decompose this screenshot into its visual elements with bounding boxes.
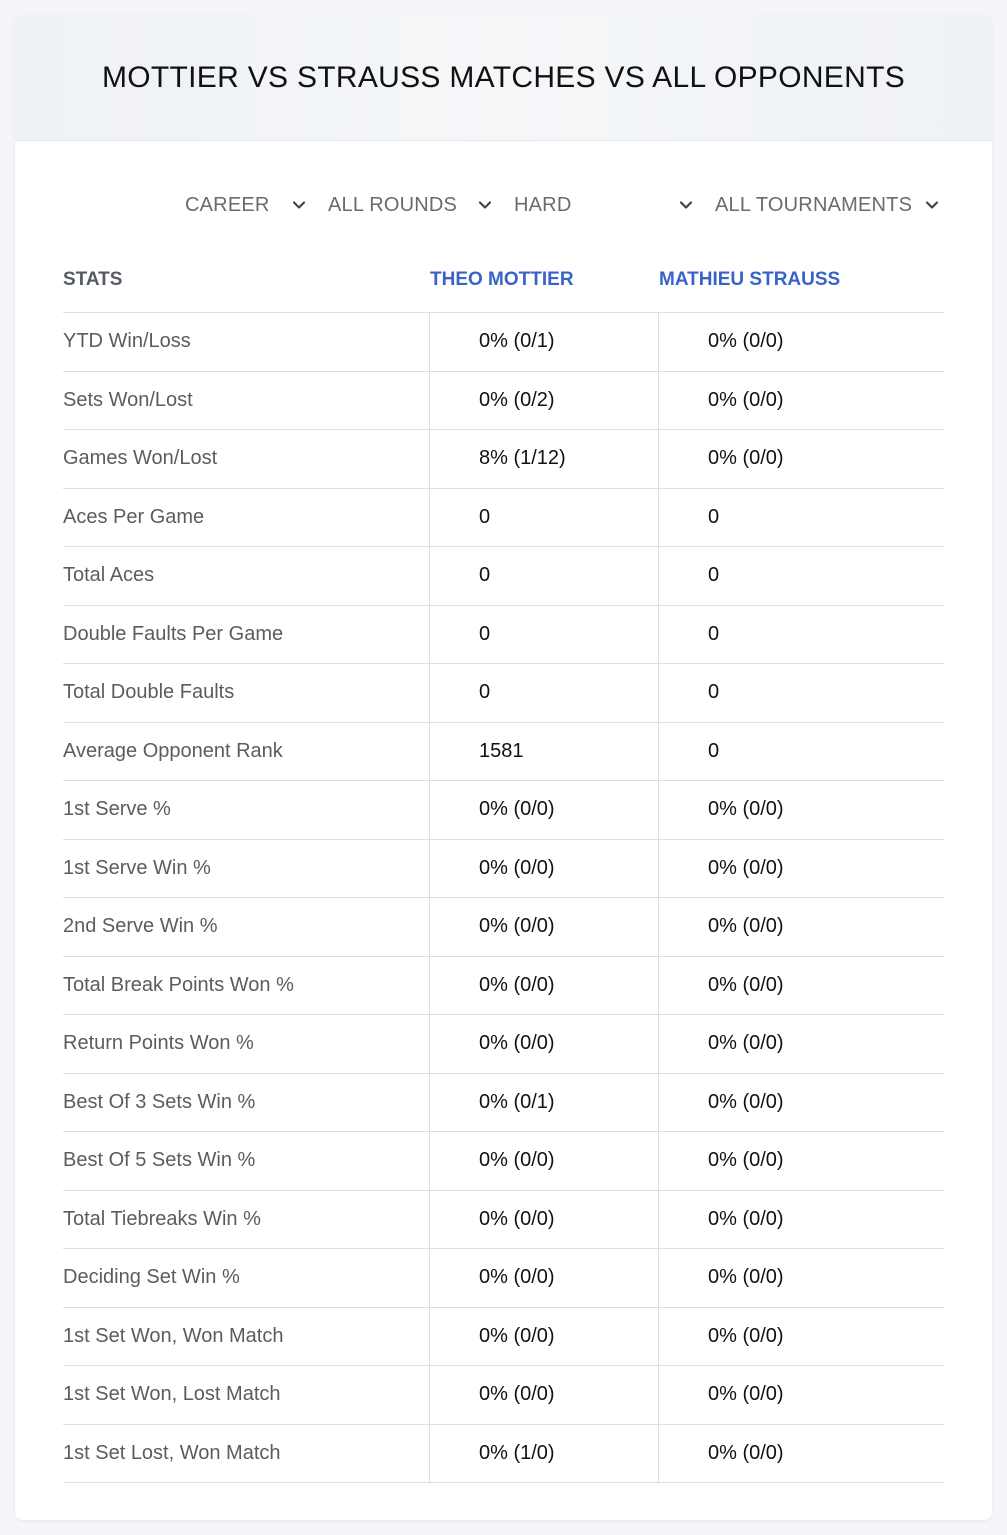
- player2-value: 0% (0/0): [708, 330, 784, 353]
- round-dropdown[interactable]: [328, 185, 493, 225]
- stat-label: Total Tiebreaks Win %: [63, 1191, 430, 1249]
- player1-value: 0% (1/0): [430, 1425, 659, 1483]
- table-row: [63, 840, 944, 899]
- table-row: [63, 372, 944, 431]
- player2-name-link[interactable]: MATHIEU STRAUSS: [659, 268, 841, 290]
- table-row: [63, 723, 944, 782]
- table-row: [63, 898, 944, 957]
- stats-column-header: STATS: [63, 268, 123, 290]
- stats-card: [15, 15, 992, 1520]
- table-row: [63, 1249, 944, 1308]
- table-row: [63, 547, 944, 606]
- stat-label: Total Aces: [63, 547, 430, 605]
- table-row: [63, 957, 944, 1016]
- player1-value: 0: [430, 606, 659, 664]
- player2-value: 0% (0/0): [708, 856, 784, 879]
- stat-label: 2nd Serve Win %: [63, 898, 430, 956]
- player1-value: 0% (0/2): [430, 372, 659, 430]
- table-row: [63, 1191, 944, 1250]
- table-row: [63, 1366, 944, 1425]
- table-header: [63, 247, 944, 313]
- table-row: [63, 313, 944, 372]
- table-row: [63, 1074, 944, 1133]
- player2-value: 0: [708, 681, 720, 704]
- stats-table: [63, 247, 944, 1483]
- stat-label: 1st Serve %: [63, 781, 430, 839]
- player1-value: 1581: [430, 723, 659, 781]
- stat-label: Total Double Faults: [63, 664, 430, 722]
- table-row: [63, 489, 944, 548]
- tournament-dropdown-label: ALL TOURNAMENTS: [715, 193, 913, 216]
- stat-label: Deciding Set Win %: [63, 1249, 430, 1307]
- stat-label: 1st Serve Win %: [63, 840, 430, 898]
- player1-value: 0% (0/0): [430, 1132, 659, 1190]
- table-body: [63, 313, 944, 1483]
- stat-label: Best Of 3 Sets Win %: [63, 1074, 430, 1132]
- table-row: [63, 1308, 944, 1367]
- stat-label: Double Faults Per Game: [63, 606, 430, 664]
- player2-value: 0% (0/0): [708, 1324, 784, 1347]
- stat-label: YTD Win/Loss: [63, 313, 430, 371]
- chevron-down-icon: [678, 197, 694, 213]
- player2-value: 0% (0/0): [708, 915, 784, 938]
- period-dropdown[interactable]: [185, 185, 307, 225]
- surface-dropdown-label: HARD: [514, 193, 572, 216]
- player1-value: 0: [430, 547, 659, 605]
- card-header: [15, 15, 992, 141]
- player1-name-link[interactable]: THEO MOTTIER: [430, 268, 574, 290]
- player1-value: 0% (0/0): [430, 1249, 659, 1307]
- player1-value: 0: [430, 489, 659, 547]
- player2-value: 0% (0/0): [708, 1383, 784, 1406]
- table-row: [63, 606, 944, 665]
- stat-label: Average Opponent Rank: [63, 723, 430, 781]
- player2-value: 0: [708, 739, 720, 762]
- player1-value: 0: [430, 664, 659, 722]
- player1-value: 0% (0/0): [430, 1191, 659, 1249]
- player2-value: 0: [708, 622, 720, 645]
- player1-value: 0% (0/0): [430, 1366, 659, 1424]
- stat-label: 1st Set Won, Lost Match: [63, 1366, 430, 1424]
- table-row: [63, 1015, 944, 1074]
- player1-value: 0% (0/0): [430, 898, 659, 956]
- player2-value: 0: [708, 564, 720, 587]
- table-row: [63, 1132, 944, 1191]
- player1-value: 0% (0/1): [430, 313, 659, 371]
- player2-value: 0% (0/0): [708, 1441, 784, 1464]
- chevron-down-icon: [291, 197, 307, 213]
- round-dropdown-label: ALL ROUNDS: [328, 193, 458, 216]
- player1-value: 0% (0/0): [430, 1015, 659, 1073]
- player2-value: 0% (0/0): [708, 388, 784, 411]
- player2-value: 0% (0/0): [708, 973, 784, 996]
- player1-value: 0% (0/0): [430, 957, 659, 1015]
- player1-value: 0% (0/1): [430, 1074, 659, 1132]
- table-row: [63, 781, 944, 840]
- player2-value: 0% (0/0): [708, 798, 784, 821]
- stat-label: Return Points Won %: [63, 1015, 430, 1073]
- player1-value: 8% (1/12): [430, 430, 659, 488]
- tournament-dropdown[interactable]: [715, 185, 940, 225]
- page-title: MOTTIER VS STRAUSS MATCHES VS ALL OPPONENTS: [101, 60, 906, 94]
- player1-value: 0% (0/0): [430, 1308, 659, 1366]
- period-dropdown-label: CAREER: [185, 193, 270, 216]
- table-row: [63, 1425, 944, 1484]
- stat-label: Total Break Points Won %: [63, 957, 430, 1015]
- surface-dropdown[interactable]: [514, 185, 694, 225]
- filter-bar: [15, 185, 992, 225]
- chevron-down-icon: [477, 197, 493, 213]
- stat-label: Aces Per Game: [63, 489, 430, 547]
- player2-value: 0% (0/0): [708, 1149, 784, 1172]
- player2-value: 0% (0/0): [708, 1032, 784, 1055]
- table-row: [63, 430, 944, 489]
- player2-value: 0% (0/0): [708, 1090, 784, 1113]
- chevron-down-icon: [924, 197, 940, 213]
- player1-value: 0% (0/0): [430, 840, 659, 898]
- stat-label: Sets Won/Lost: [63, 372, 430, 430]
- stat-label: Best Of 5 Sets Win %: [63, 1132, 430, 1190]
- player2-value: 0% (0/0): [708, 1266, 784, 1289]
- player2-value: 0% (0/0): [708, 447, 784, 470]
- player2-value: 0% (0/0): [708, 1207, 784, 1230]
- player1-value: 0% (0/0): [430, 781, 659, 839]
- stat-label: 1st Set Lost, Won Match: [63, 1425, 430, 1483]
- stat-label: Games Won/Lost: [63, 430, 430, 488]
- stat-label: 1st Set Won, Won Match: [63, 1308, 430, 1366]
- player2-value: 0: [708, 505, 720, 528]
- table-row: [63, 664, 944, 723]
